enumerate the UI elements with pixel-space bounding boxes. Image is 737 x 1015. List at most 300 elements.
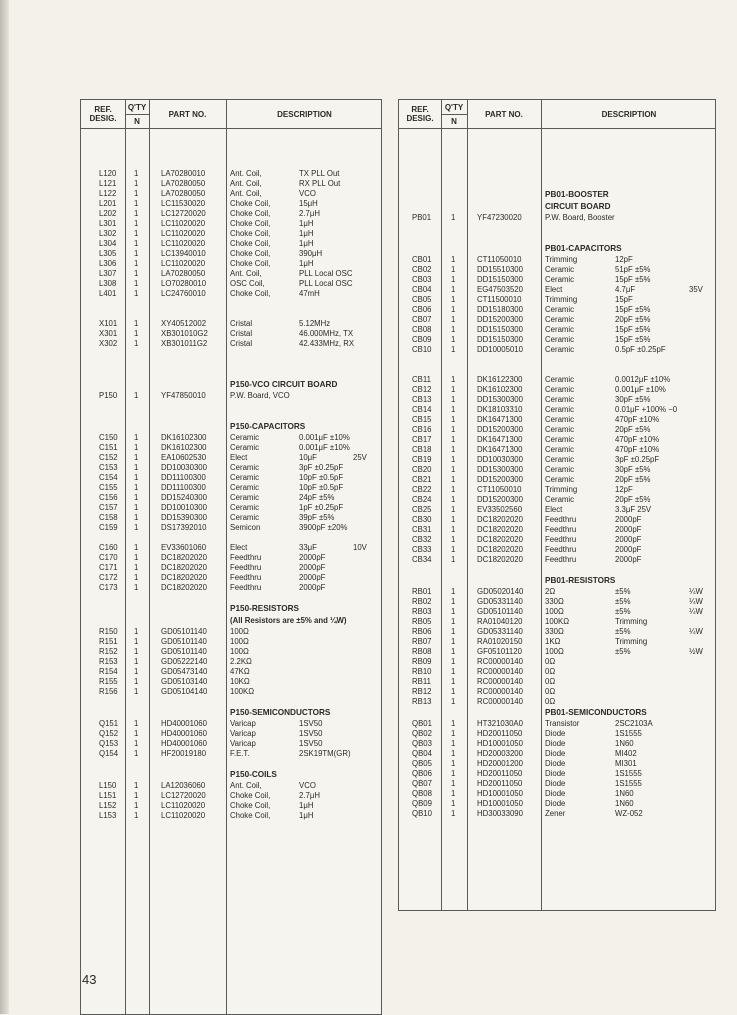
cell-desc-value: 2.7μH	[299, 209, 320, 218]
table-row	[81, 433, 381, 443]
cell-ref-desig: RB01	[412, 587, 432, 596]
cell-ref-desig: QB08	[412, 789, 432, 798]
cell-ref-desig: CB03	[412, 275, 432, 284]
cell-desc-value: 1μH	[299, 239, 314, 248]
cell-desc-value: 2000pF	[615, 515, 642, 524]
table-row	[399, 395, 715, 405]
section-heading-text: PB01-CAPACITORS	[545, 244, 622, 253]
cell-desc-value: 1μH	[299, 229, 314, 238]
table-row	[399, 445, 715, 455]
cell-ref-desig: CB14	[412, 405, 432, 414]
cell-ref-desig: X301	[99, 329, 118, 338]
cell-desc-type: 0Ω	[545, 657, 556, 666]
cell-qty: 1	[451, 395, 456, 404]
cell-ref-desig: X101	[99, 319, 118, 328]
table-row	[399, 435, 715, 445]
table-row	[399, 647, 715, 657]
cell-ref-desig: QB06	[412, 769, 432, 778]
cell-qty: 1	[134, 219, 139, 228]
cell-ref-desig: L302	[99, 229, 117, 238]
table-row	[399, 325, 715, 335]
cell-part-no: HD20001200	[477, 759, 523, 768]
cell-qty: 1	[451, 405, 456, 414]
table-row	[399, 405, 715, 415]
cell-ref-desig: L150	[99, 781, 117, 790]
cell-desc-type: 2Ω	[545, 587, 556, 596]
table-row	[399, 515, 715, 525]
cell-ref-desig: QB05	[412, 759, 432, 768]
section-heading	[399, 707, 715, 719]
cell-qty: 1	[451, 265, 456, 274]
table-row	[399, 759, 715, 769]
cell-part-no: DD11100300	[161, 483, 206, 492]
cell-qty: 1	[134, 179, 139, 188]
cell-qty: 1	[451, 587, 456, 596]
cell-desc-type: Cristal	[230, 339, 253, 348]
cell-part-no: EA10602530	[161, 453, 207, 462]
cell-desc-value: 10pF ±0.5pF	[299, 473, 344, 482]
cell-desc-value: ±5%	[615, 597, 631, 606]
cell-part-no: DK16471300	[477, 435, 523, 444]
cell-desc-extra: ¼W	[689, 627, 703, 636]
cell-ref-desig: CB16	[412, 425, 432, 434]
row-spacer	[399, 223, 715, 233]
cell-qty: 1	[134, 433, 139, 442]
cell-qty: 1	[134, 523, 139, 532]
cell-ref-desig: CB24	[412, 495, 432, 504]
cell-desc-type: Ceramic	[545, 455, 575, 464]
cell-part-no: XY40512002	[161, 319, 207, 328]
cell-qty: 1	[451, 779, 456, 788]
header-part-no: PART NO.	[168, 110, 207, 119]
table-row	[399, 295, 715, 305]
cell-desc-type: Ceramic	[230, 433, 260, 442]
cell-qty: 1	[134, 811, 139, 820]
table-row	[81, 503, 381, 513]
cell-ref-desig: QB10	[412, 809, 432, 818]
cell-desc-type: Ant. Coil,	[230, 781, 262, 790]
cell-desc-type: 1KΩ	[545, 637, 561, 646]
cell-part-no: DC18202020	[477, 535, 523, 544]
cell-desc-value: 470pF ±10%	[615, 415, 660, 424]
cell-qty: 1	[134, 513, 139, 522]
cell-part-no: GD05020140	[477, 587, 524, 596]
cell-ref-desig: CB08	[412, 325, 432, 334]
header-description: DESCRIPTION	[601, 110, 657, 119]
cell-desc-value: 3pF ±0.25pF	[615, 455, 660, 464]
cell-ref-desig: C156	[99, 493, 118, 502]
cell-part-no: LC11020020	[161, 229, 206, 238]
cell-desc-value: 3900pF ±20%	[299, 523, 348, 532]
row-spacer	[399, 159, 715, 169]
cell-desc-type: Ceramic	[545, 445, 575, 454]
cell-part-no: DS17392010	[161, 523, 207, 532]
table-row	[399, 375, 715, 385]
cell-desc-type: Choke Coil,	[230, 811, 271, 820]
cell-qty: 1	[451, 667, 456, 676]
cell-ref-desig: C173	[99, 583, 118, 592]
cell-qty: 1	[451, 687, 456, 696]
cell-qty: 1	[451, 335, 456, 344]
cell-desc-type: Varicap	[230, 719, 256, 728]
cell-ref-desig: RB02	[412, 597, 432, 606]
cell-desc-extra: 10V	[353, 543, 367, 552]
cell-part-no: RC00000140	[477, 677, 523, 686]
cell-qty: 1	[134, 289, 139, 298]
cell-qty: 1	[451, 325, 456, 334]
section-heading	[81, 379, 381, 391]
cell-qty: 1	[134, 657, 139, 666]
cell-desc-type: Choke Coil,	[230, 791, 271, 800]
section-heading	[399, 201, 715, 213]
cell-desc-value: ±5%	[615, 607, 631, 616]
cell-desc-type: 100KΩ	[545, 617, 570, 626]
cell-part-no: LC11020020	[161, 801, 206, 810]
row-spacer	[81, 533, 381, 543]
cell-qty: 1	[134, 637, 139, 646]
cell-desc-value: 15pF ±5%	[615, 275, 651, 284]
table-row	[81, 543, 381, 553]
cell-desc-value: 4.7μF	[615, 285, 636, 294]
cell-desc-value: 1N60	[615, 789, 634, 798]
cell-qty: 1	[451, 465, 456, 474]
cell-qty: 1	[134, 563, 139, 572]
cell-desc-type: Feedthru	[230, 583, 262, 592]
row-spacer	[81, 697, 381, 707]
table-row	[81, 219, 381, 229]
table-row	[81, 279, 381, 289]
cell-qty: 1	[451, 719, 456, 728]
cell-part-no: HD20011050	[477, 779, 523, 788]
cell-desc-type: 47KΩ	[230, 667, 250, 676]
table-row	[399, 265, 715, 275]
cell-desc-value: 1S1555	[615, 769, 642, 778]
cell-part-no: DC18202020	[161, 563, 207, 572]
cell-part-no: LC12720020	[161, 791, 206, 800]
cell-desc-type: Feedthru	[545, 545, 577, 554]
cell-part-no: CT11050010	[477, 255, 522, 264]
row-spacer	[399, 365, 715, 375]
cell-desc-value: 390μH	[299, 249, 323, 258]
cell-ref-desig: L201	[99, 199, 117, 208]
table-row	[81, 289, 381, 299]
cell-desc-type: Ceramic	[545, 415, 575, 424]
cell-ref-desig: C171	[99, 563, 118, 572]
cell-desc-type: 0Ω	[545, 697, 556, 706]
page-number: 43	[82, 972, 97, 987]
row-spacer	[81, 299, 381, 309]
cell-qty: 1	[134, 543, 139, 552]
cell-qty: 1	[134, 443, 139, 452]
cell-desc-type: Diode	[545, 749, 566, 758]
cell-desc-type: 100KΩ	[230, 687, 255, 696]
cell-part-no: DD15300300	[477, 465, 523, 474]
cell-desc-value: 24pF ±5%	[299, 493, 335, 502]
cell-qty: 1	[451, 637, 456, 646]
cell-ref-desig: CB02	[412, 265, 432, 274]
cell-desc-extra: ½W	[689, 647, 703, 656]
row-spacer	[399, 169, 715, 179]
cell-ref-desig: CB06	[412, 305, 432, 314]
cell-qty: 1	[451, 535, 456, 544]
cell-desc-type: Zener	[545, 809, 566, 818]
table-row	[399, 779, 715, 789]
cell-desc-type: Ceramic	[230, 463, 260, 472]
cell-desc-value: 15μH	[299, 199, 318, 208]
table-row	[399, 505, 715, 515]
cell-desc-type: Choke Coil,	[230, 239, 271, 248]
cell-part-no: DC18202020	[161, 573, 207, 582]
section-heading	[399, 575, 715, 587]
cell-part-no: HD10001050	[477, 739, 523, 748]
cell-part-no: GD05473140	[161, 667, 208, 676]
cell-desc-type: Trimming	[545, 295, 578, 304]
cell-part-no: RA01040120	[477, 617, 523, 626]
section-heading	[399, 243, 715, 255]
cell-desc-value: 1SV50	[299, 729, 323, 738]
cell-qty: 1	[134, 553, 139, 562]
cell-ref-desig: L307	[99, 269, 117, 278]
cell-qty: 1	[451, 789, 456, 798]
cell-desc-type: Ceramic	[545, 345, 575, 354]
cell-qty: 1	[134, 583, 139, 592]
cell-part-no: YF47850010	[161, 391, 206, 400]
table-row	[81, 269, 381, 279]
cell-desc-value: 0.01μF +100% −0	[615, 405, 678, 414]
cell-desc-type: Ceramic	[545, 435, 575, 444]
table-row	[399, 545, 715, 555]
cell-desc-value: 10μF	[299, 453, 317, 462]
cell-part-no: DC18202020	[477, 515, 523, 524]
cell-part-no: GD05101140	[161, 627, 207, 636]
table-row	[81, 493, 381, 503]
cell-desc-value: ±5%	[615, 647, 631, 656]
section-heading	[399, 189, 715, 201]
cell-part-no: DK16471300	[477, 445, 523, 454]
cell-desc-type: Diode	[545, 799, 566, 808]
cell-ref-desig: CB05	[412, 295, 432, 304]
cell-desc-value: 3pF ±0.25pF	[299, 463, 344, 472]
cell-ref-desig: Q154	[99, 749, 119, 758]
table-row	[81, 463, 381, 473]
table-row	[81, 259, 381, 269]
cell-desc-value: 2000pF	[615, 555, 642, 564]
cell-ref-desig: Q151	[99, 719, 119, 728]
cell-ref-desig: RB03	[412, 607, 432, 616]
cell-ref-desig: C160	[99, 543, 118, 552]
cell-ref-desig: L202	[99, 209, 117, 218]
cell-desc-type: Ant. Coil,	[230, 169, 262, 178]
cell-desc-value: Trimming	[615, 617, 648, 626]
table-row	[81, 801, 381, 811]
cell-part-no: RC00000140	[477, 667, 523, 676]
table-row	[399, 719, 715, 729]
table-row	[399, 597, 715, 607]
cell-ref-desig: R156	[99, 687, 118, 696]
cell-part-no: GD05104140	[161, 687, 208, 696]
section-heading-text: P150-SEMICONDUCTORS	[230, 708, 331, 717]
cell-desc-type: Ceramic	[545, 395, 575, 404]
cell-ref-desig: C151	[99, 443, 118, 452]
cell-part-no: HD20003200	[477, 749, 523, 758]
cell-part-no: HD20011050	[477, 729, 523, 738]
cell-desc-value: 470pF ±10%	[615, 435, 660, 444]
cell-desc-type: Choke Coil,	[230, 229, 271, 238]
table-row	[399, 809, 715, 819]
cell-qty: 1	[451, 495, 456, 504]
cell-ref-desig: CB31	[412, 525, 432, 534]
cell-desc-type: Ant. Coil,	[230, 189, 262, 198]
cell-desc-type: Trimming	[545, 255, 578, 264]
cell-desc-extra: ¼W	[689, 587, 703, 596]
table-row	[81, 647, 381, 657]
cell-qty: 1	[451, 275, 456, 284]
cell-desc-value: 1μH	[299, 219, 314, 228]
parts-table-right	[398, 99, 716, 911]
cell-desc-type: OSC Coil,	[230, 279, 265, 288]
row-spacer	[81, 401, 381, 411]
table-row	[399, 275, 715, 285]
cell-part-no: DC18202020	[161, 553, 207, 562]
cell-desc-value: 20pF ±5%	[615, 495, 651, 504]
cell-desc-type: Ceramic	[545, 425, 575, 434]
cell-qty: 1	[451, 555, 456, 564]
cell-ref-desig: QB03	[412, 739, 432, 748]
cell-ref-desig: R152	[99, 647, 118, 656]
cell-desc-type: Feedthru	[545, 555, 577, 564]
cell-desc-value: 1S1555	[615, 779, 642, 788]
cell-desc-type: Feedthru	[545, 515, 577, 524]
cell-desc-value: RX PLL Out	[299, 179, 341, 188]
table-row	[399, 255, 715, 265]
cell-desc-value: 15pF ±5%	[615, 335, 651, 344]
cell-desc-type: Ceramic	[545, 315, 575, 324]
cell-ref-desig: CB07	[412, 315, 432, 324]
cell-desc-value: 42.433MHz, RX	[299, 339, 355, 348]
cell-part-no: DD15240300	[161, 493, 207, 502]
table-row	[81, 583, 381, 593]
table-row	[81, 657, 381, 667]
cell-ref-desig: L152	[99, 801, 117, 810]
cell-ref-desig: C157	[99, 503, 118, 512]
section-heading-text: P150-VCO CIRCUIT BOARD	[230, 380, 338, 389]
cell-desc-type: 100Ω	[545, 607, 564, 616]
cell-desc-type: 330Ω	[545, 627, 564, 636]
cell-desc-value: MI301	[615, 759, 637, 768]
cell-desc-type: Ceramic	[545, 305, 575, 314]
cell-part-no: EV33502560	[477, 505, 523, 514]
cell-part-no: EV33601060	[161, 543, 207, 552]
table-row	[399, 425, 715, 435]
table-row	[399, 749, 715, 759]
cell-ref-desig: RB08	[412, 647, 432, 656]
cell-ref-desig: C150	[99, 433, 118, 442]
cell-qty: 1	[134, 801, 139, 810]
cell-desc-type: 100Ω	[230, 647, 249, 656]
table-header	[81, 100, 381, 129]
table-row	[81, 739, 381, 749]
cell-qty: 1	[134, 269, 139, 278]
cell-qty: 1	[134, 229, 139, 238]
section-heading-text: CIRCUIT BOARD	[545, 202, 611, 211]
cell-part-no: LC12720020	[161, 209, 206, 218]
cell-desc-value: 12pF	[615, 255, 633, 264]
cell-part-no: DC18202020	[161, 583, 207, 592]
row-spacer	[81, 159, 381, 169]
cell-part-no: DD15200300	[477, 475, 523, 484]
cell-desc-value: ±5%	[615, 587, 631, 596]
cell-part-no: DD10030300	[161, 463, 207, 472]
cell-part-no: GD05222140	[161, 657, 208, 666]
table-row	[81, 483, 381, 493]
cell-part-no: LA70280050	[161, 269, 206, 278]
cell-ref-desig: CB12	[412, 385, 432, 394]
cell-desc-value: 2000pF	[615, 545, 642, 554]
cell-desc-type: Ceramic	[230, 503, 260, 512]
cell-qty: 1	[134, 791, 139, 800]
table-row	[81, 169, 381, 179]
header-qty: Q'TY	[444, 103, 464, 112]
cell-desc-type: 100Ω	[545, 647, 564, 656]
cell-ref-desig: R150	[99, 627, 118, 636]
cell-part-no: LA70280050	[161, 179, 206, 188]
cell-part-no: DK16102300	[161, 433, 207, 442]
table-row	[81, 513, 381, 523]
table-row	[399, 587, 715, 597]
cell-qty: 1	[134, 677, 139, 686]
cell-desc-type: 10KΩ	[230, 677, 250, 686]
cell-desc-value: 10pF ±0.5pF	[299, 483, 344, 492]
cell-ref-desig: RB06	[412, 627, 432, 636]
cell-qty: 1	[451, 375, 456, 384]
cell-desc-type: Ceramic	[545, 335, 575, 344]
cell-ref-desig: CB10	[412, 345, 432, 354]
cell-qty: 1	[134, 453, 139, 462]
cell-desc-type: Elect	[230, 453, 248, 462]
cell-desc-value: 30pF ±5%	[615, 395, 651, 404]
cell-desc-type: Elect	[230, 543, 248, 552]
cell-qty: 1	[134, 729, 139, 738]
cell-part-no: GD05101140	[161, 637, 207, 646]
cell-desc-type: Diode	[545, 729, 566, 738]
cell-ref-desig: CB09	[412, 335, 432, 344]
table-body-right	[399, 149, 715, 819]
cell-qty: 1	[451, 647, 456, 656]
cell-part-no: DD15150300	[477, 325, 523, 334]
cell-desc-type: Cristal	[230, 329, 253, 338]
cell-part-no: RC00000140	[477, 687, 523, 696]
cell-desc-value: 2000pF	[299, 583, 326, 592]
cell-ref-desig: C155	[99, 483, 118, 492]
cell-part-no: YF47230020	[477, 213, 522, 222]
cell-desc-value: TX PLL Out	[299, 169, 340, 178]
cell-ref-desig: RB05	[412, 617, 432, 626]
cell-desc-value: 20pF ±5%	[615, 475, 651, 484]
cell-part-no: GD05331140	[477, 597, 523, 606]
cell-desc-type: 0Ω	[545, 667, 556, 676]
table-row	[81, 687, 381, 697]
cell-desc-type: Diode	[545, 789, 566, 798]
table-row	[399, 657, 715, 667]
section-heading-text: P150-CAPACITORS	[230, 422, 306, 431]
cell-qty: 1	[134, 249, 139, 258]
cell-ref-desig: L304	[99, 239, 117, 248]
cell-part-no: HD10001050	[477, 789, 523, 798]
row-spacer	[399, 149, 715, 159]
cell-part-no: LC11020020	[161, 219, 206, 228]
cell-desc-value: 20pF ±5%	[615, 315, 651, 324]
cell-part-no: LC11020020	[161, 259, 206, 268]
